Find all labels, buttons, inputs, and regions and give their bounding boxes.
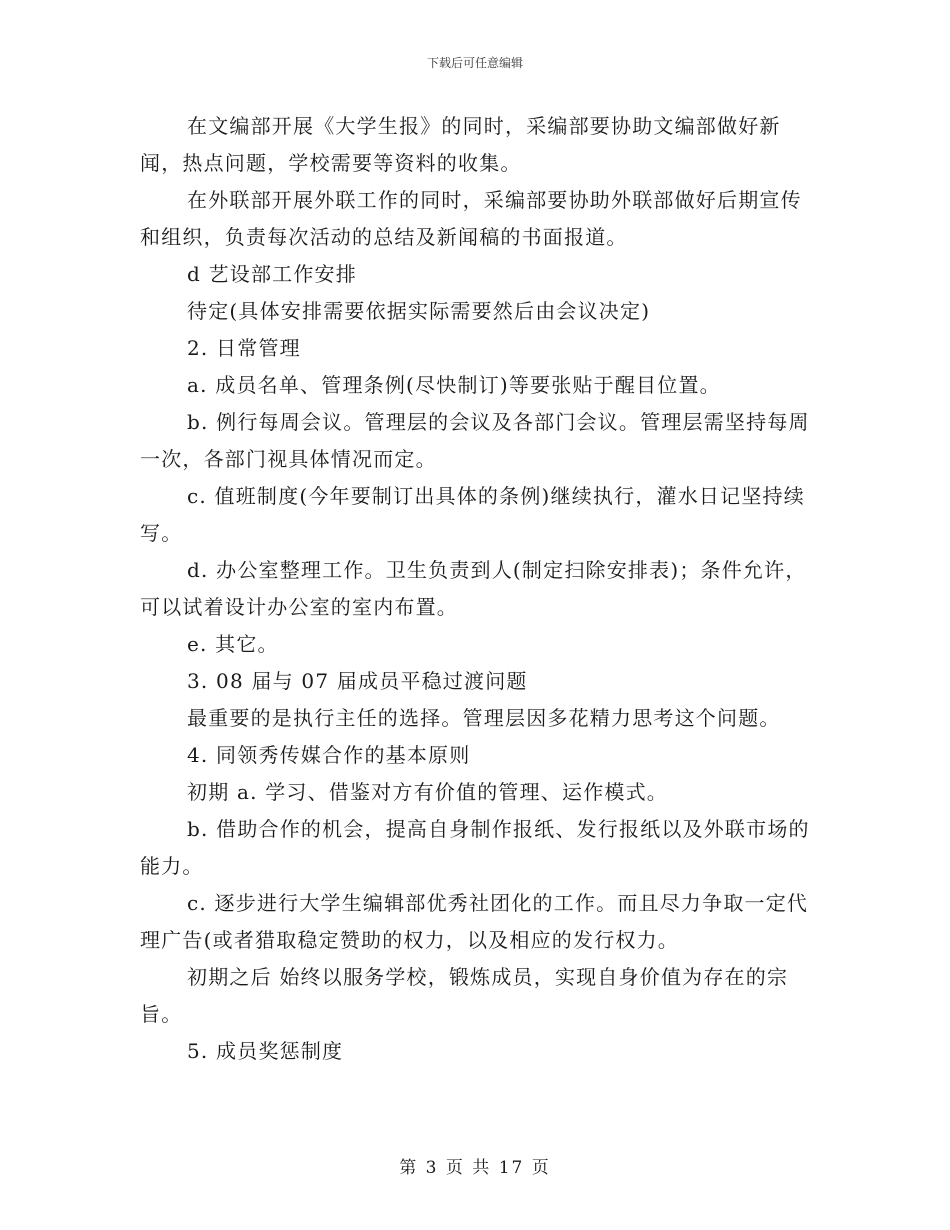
paragraph-1: 在文编部开展《大学生报》的同时，采编部要协助文编部做好新闻，热点问题，学校需要等资料的收集。 xyxy=(140,114,781,175)
paragraph-2: 在外联部开展外联工作的同时，采编部要协助外联部做好后期宣传和组织，负责每次活动的总结及新闻稿的书面报道。 xyxy=(140,188,802,249)
paragraph-7: b. 例行每周会议。管理层的会议及各部门会议。管理层需坚持每周一次，各部门视具体情况而定。 xyxy=(140,410,810,471)
paragraph-6: a. 成员名单、管理条例(尽快制订)等要张贴于醒目位置。 xyxy=(187,373,721,397)
paragraph-9: d. 办公室整理工作。卫生负责到人(制定扫除安排表)；条件允许，可以试着设计办公室的室内布置。 xyxy=(140,558,807,619)
paragraph-14: 初期 a. 学习、借鉴对方有价值的管理、运作模式。 xyxy=(187,780,668,804)
paragraph-18: 5. 成员奖惩制度 xyxy=(187,1039,344,1063)
paragraph-12: 最重要的是执行主任的选择。管理层因多花精力思考这个问题。 xyxy=(187,706,781,730)
paragraph-10: e. 其它。 xyxy=(187,632,279,656)
paragraph-3: d 艺设部工作安排 xyxy=(187,262,357,286)
page-number-footer: 第 3 页 共 17 页 xyxy=(399,1158,551,1178)
paragraph-8: c. 值班制度(今年要制订出具体的条例)继续执行，灌水日记坚持续写。 xyxy=(140,484,805,545)
paragraph-11: 3. 08 届与 07 届成员平稳过渡问题 xyxy=(187,669,528,693)
paragraph-16: c. 逐步进行大学生编辑部优秀社团化的工作。而且尽力争取一定代理广告(或者猎取稳定赞助的权力，以及相应的发行权力。 xyxy=(140,891,809,952)
paragraph-5: 2. 日常管理 xyxy=(187,336,301,360)
paragraph-17: 初期之后 始终以服务学校，锻炼成员，实现自身价值为存在的宗旨。 xyxy=(140,965,789,1026)
paragraph-13: 4. 同领秀传媒合作的基本原则 xyxy=(187,743,471,767)
paragraph-4: 待定(具体安排需要依据实际需要然后由会议决定) xyxy=(187,299,651,323)
page-header: 下载后可任意编辑 xyxy=(426,56,523,70)
paragraph-15: b. 借助合作的机会，提高自身制作报纸、发行报纸以及外联市场的能力。 xyxy=(140,817,810,878)
document-body xyxy=(140,108,812,1070)
